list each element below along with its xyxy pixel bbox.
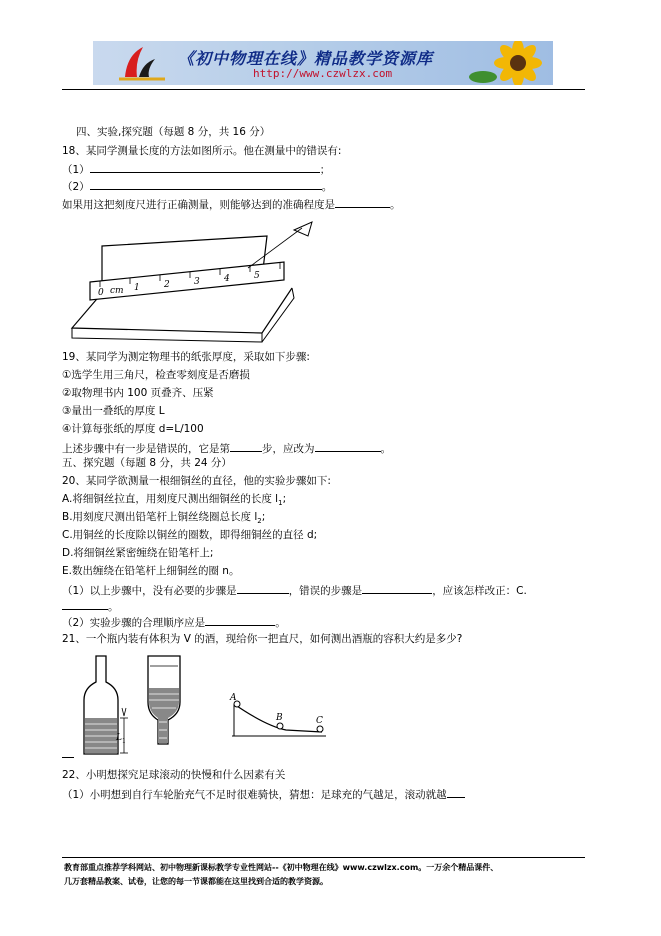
q19-step-2: ②取物理书内 100 页叠齐、压紧 [62, 387, 214, 399]
ruler-label-1: 1 [134, 283, 140, 293]
q18-item-1-end: ； [319, 164, 331, 176]
q20-step-a-text: A.将细铜丝拉直，用刻度尺测出细铜丝的长度 l [62, 493, 279, 505]
ruler-label-3: 3 [194, 277, 200, 287]
label-a: A [230, 693, 237, 703]
q20-sub-1-b: ，错误的步骤是 [288, 585, 363, 597]
q19-step-3: ③量出一叠纸的厚度 L [62, 405, 165, 417]
q20-sub-1-a: （1）以上步骤中，没有必要的步骤是 [62, 585, 237, 597]
q20-step-b [62, 510, 265, 528]
ruler-label-cm: cm [110, 286, 124, 296]
ruler-label-5: 5 [254, 271, 260, 281]
q19-step-1: ①选学生用三角尺，检查零刻度是否磨损 [62, 369, 250, 381]
q20-sub-2-a: （2）实验步骤的合理顺序应是 [62, 617, 206, 629]
q18-item-1 [62, 161, 330, 177]
q20-blank-correction[interactable] [62, 598, 108, 610]
q18-followup [62, 196, 401, 212]
footer-rule [62, 857, 585, 858]
label-b: B [276, 713, 283, 723]
footer-line-1: 教育部重点推荐学科网站、初中物理新课标教学专业性网站--《初中物理在线》www.czwlzx.com。一万余个精品课件、 [64, 863, 499, 872]
q20-blank-wrong[interactable] [362, 582, 432, 594]
q18-followup-end: 。 [390, 199, 401, 211]
q18-item-2 [62, 178, 332, 194]
label-l1-sub: 1 [122, 738, 126, 745]
q20-sub-1 [62, 582, 527, 598]
q18-item-2-prefix: （2） [62, 181, 90, 193]
q20-step-b-end: ; [261, 511, 266, 523]
q20-blank-order[interactable] [205, 614, 275, 626]
q20-step-b-sub: 2 [257, 517, 262, 526]
q20-step-d: D.将细铜丝紧密缠绕在铅笔杆上; [62, 547, 214, 559]
banner-title: 《初中物理在线》精品教学资源库 [178, 49, 434, 68]
ruler-figure [62, 218, 322, 343]
q22-sub-1 [62, 786, 465, 802]
q19-step-4: ④计算每张纸的厚度 d=L/100 [62, 423, 204, 435]
q20-stem: 20、某同学欲测量一根细铜丝的直径，他的实验步骤如下: [62, 475, 331, 487]
ruler-label-0: 0 [98, 288, 104, 298]
q18-blank-3[interactable] [335, 196, 390, 208]
q20-step-a-sub: 1 [278, 499, 283, 508]
bottle-figure-underline [62, 746, 74, 758]
q19-question-b: 步，应改为 [262, 443, 315, 455]
q20-sub-1-c: ，应该怎样改正：C. [432, 585, 527, 597]
q20-sub-1-end: 。 [108, 601, 119, 613]
slope-figure [226, 692, 336, 752]
q19-blank-step[interactable] [230, 440, 262, 452]
q20-step-c: C.用铜丝的长度除以铜丝的圈数，即得细铜丝的直径 d; [62, 529, 318, 541]
label-c: C [316, 716, 323, 726]
q19-stem: 19、某同学为测定物理书的纸张厚度，采取如下步骤: [62, 351, 310, 363]
q20-sub-2-end: 。 [275, 617, 286, 629]
q18-item-1-prefix: （1） [62, 164, 90, 176]
q19-question-end: 。 [380, 443, 391, 455]
q21-stem: 21、一个瓶内装有体积为 V 的酒，现给你一把直尺，如何测出酒瓶的容积大约是多少? [62, 633, 463, 645]
sunflower-icon [463, 41, 553, 85]
q18-followup-text: 如果用这把刻度尺进行正确测量，则能够达到的准确程度是 [62, 199, 335, 211]
q20-step-a-end: ; [282, 493, 287, 505]
q20-step-b-text: B.用刻度尺测出铅笔杆上铜丝绕圈总长度 l [62, 511, 258, 523]
site-logo-icon [113, 41, 173, 85]
q20-sub-1-cont [62, 598, 119, 614]
q18-stem: 18、某同学测量长度的方法如图所示。他在测量中的错误有: [62, 145, 342, 157]
eye-icon [294, 222, 312, 236]
q19-question [62, 440, 391, 456]
ruler-label-2: 2 [164, 280, 170, 290]
q20-sub-2 [62, 614, 286, 630]
ruler-label-4: 4 [224, 274, 230, 284]
q19-question-a: 上述步骤中有一步是错误的，它是第 [62, 443, 230, 455]
q18-item-2-end: 。 [321, 181, 333, 193]
banner-url: http://www.czwlzx.com [253, 67, 393, 80]
header-banner [93, 41, 553, 85]
q18-blank-1a[interactable] [90, 161, 220, 173]
q18-blank-2[interactable] [90, 178, 322, 190]
section-5-heading: 五、探究题（每题 8 分，共 24 分） [62, 457, 232, 469]
q22-blank-1[interactable] [447, 786, 465, 798]
section-4-heading: 四、实验,探究题（每题 8 分，共 16 分） [76, 126, 271, 138]
q18-blank-1b[interactable] [220, 161, 320, 173]
q20-blank-unneeded[interactable] [237, 582, 289, 594]
q22-stem: 22、小明想探究足球滚动的快慢和什么因素有关 [62, 769, 286, 781]
bottle-figure [80, 652, 220, 762]
q22-sub-1-text: （1）小明想到自行车轮胎充气不足时很难骑快，猜想：足球充的气越足，滚动就越 [62, 789, 447, 801]
header-rule [62, 89, 585, 90]
q20-step-e: E.数出缠绕在铅笔杆上细铜丝的圈 n。 [62, 565, 240, 577]
q19-blank-fix[interactable] [315, 440, 381, 452]
label-l1: L [116, 733, 122, 743]
footer-line-2: 几万套精品教案、试卷，让您的每一节课都能在这里找到合适的教学资源。 [64, 877, 328, 886]
q20-step-a [62, 492, 286, 510]
